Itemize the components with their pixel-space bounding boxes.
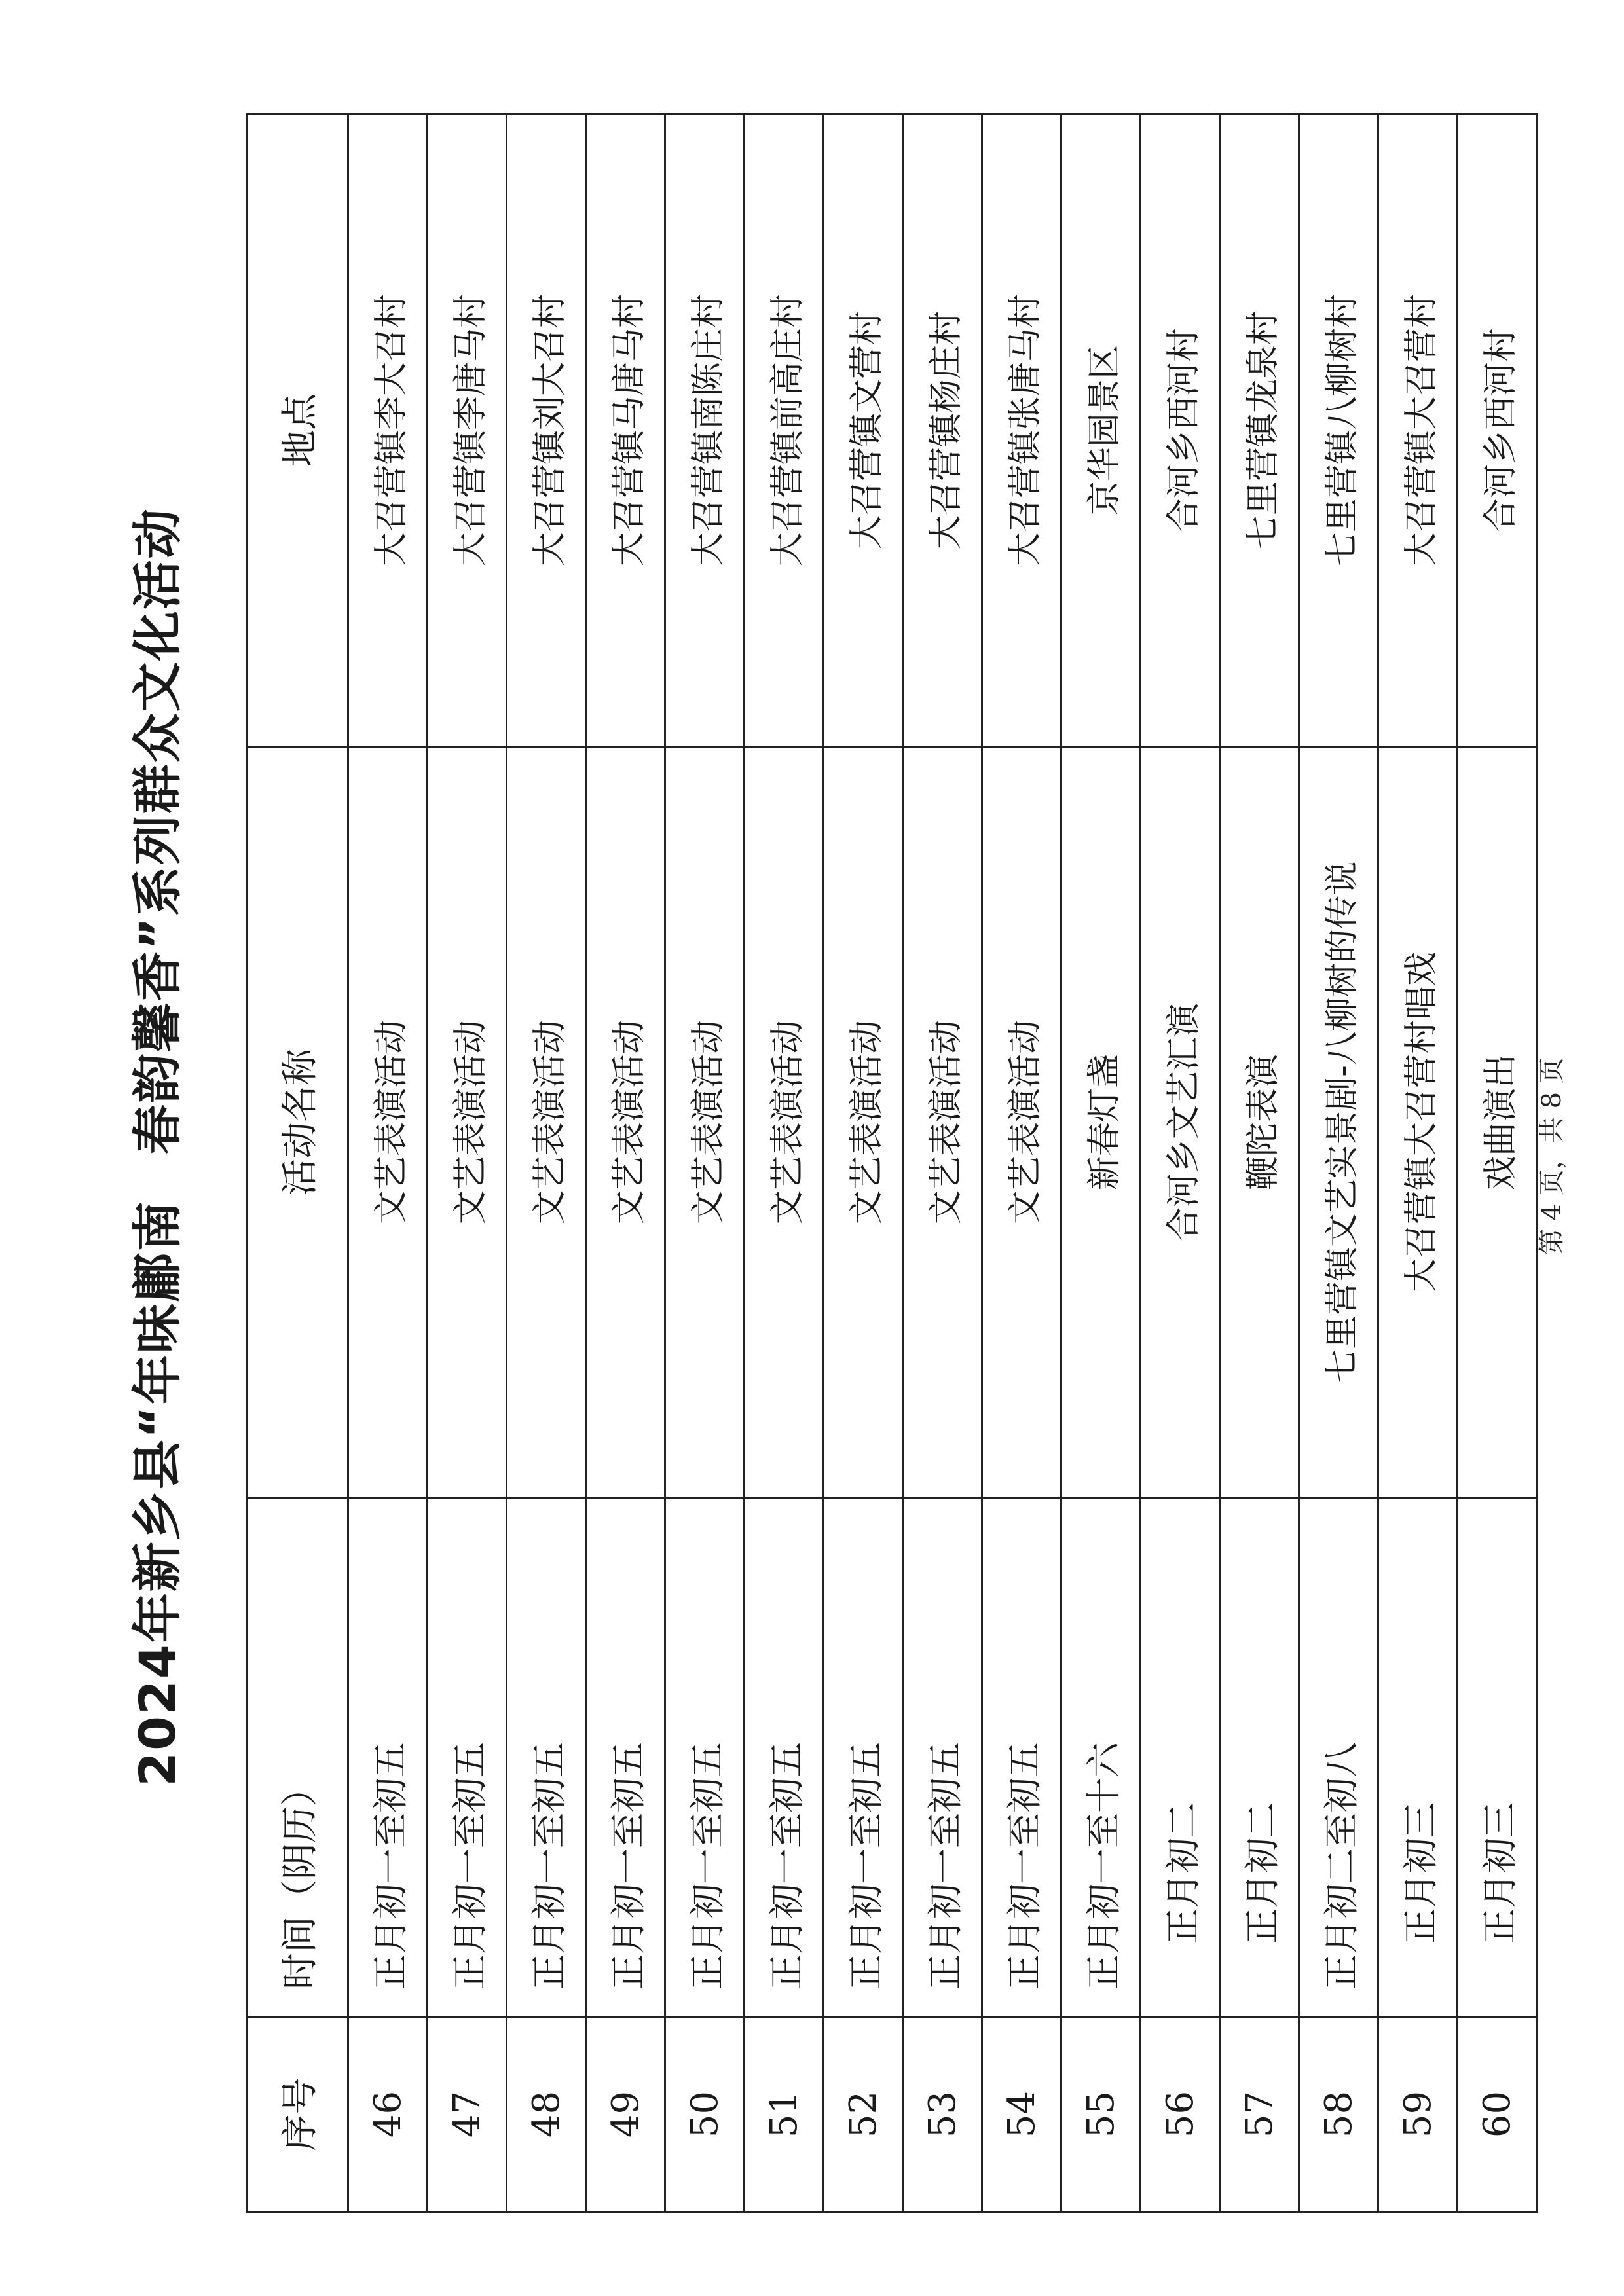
activity-schedule-table [246,113,1538,2213]
cell-name: 文艺表演活动 [824,747,903,1498]
cell-location: 大召营镇刘大召村 [507,114,586,747]
cell-location: 合河乡西河村 [1141,114,1220,747]
cell-time: 正月初三 [1378,1498,1458,2017]
header-time: 时间（阴历） [247,1498,348,2017]
table-row [586,114,665,2212]
cell-time: 正月初一至初五 [745,1498,824,2017]
cell-location: 大召营镇大召营村 [1378,114,1458,747]
cell-time: 正月初一至初五 [507,1498,586,2017]
table-row [348,114,428,2212]
table-row [1458,114,1537,2212]
cell-no: 59 [1378,2017,1458,2212]
cell-name: 文艺表演活动 [428,747,507,1498]
cell-no: 55 [1061,2017,1141,2212]
cell-no: 49 [586,2017,665,2212]
cell-location: 大召营镇李唐马村 [428,114,507,747]
cell-location: 大召营镇文营村 [824,114,903,747]
table-row [1220,114,1299,2212]
header-name: 活动名称 [247,747,348,1498]
cell-no: 52 [824,2017,903,2212]
cell-no: 54 [982,2017,1061,2212]
cell-no: 53 [903,2017,982,2212]
cell-name: 文艺表演活动 [903,747,982,1498]
table-row [1299,114,1378,2212]
cell-time: 正月初一至初五 [586,1498,665,2017]
table-row [1141,114,1220,2212]
table-row [903,114,982,2212]
table-row [824,114,903,2212]
cell-location: 大召营镇杨庄村 [903,114,982,747]
cell-time: 正月初一至初五 [982,1498,1061,2017]
table-row [507,114,586,2212]
cell-name: 七里营镇文艺实景剧-八柳树的传说 [1299,747,1378,1498]
cell-name: 大召营镇大召营村唱戏 [1378,747,1458,1498]
page-footer: 第 4 页，共 8 页 [1537,1057,1567,1255]
header-no: 序号 [247,2017,348,2212]
document-title [118,122,189,2172]
cell-no: 46 [348,2017,428,2212]
cell-no: 56 [1141,2017,1220,2212]
table-header-row [247,114,348,2212]
cell-location: 大召营镇李大召村 [348,114,428,747]
cell-time: 正月初二 [1220,1498,1299,2017]
table-row [428,114,507,2212]
cell-no: 48 [507,2017,586,2212]
cell-location: 大召营镇张唐马村 [982,114,1061,747]
title-main: 2024年新乡县“年味鄘南 [128,1200,187,1787]
cell-time: 正月初一至初五 [665,1498,745,2017]
cell-no: 57 [1220,2017,1299,2212]
table-row [1061,114,1141,2212]
cell-location: 合河乡西河村 [1458,114,1537,747]
cell-time: 正月初二 [1141,1498,1220,2017]
cell-time: 正月初三 [1458,1498,1537,2017]
header-location: 地点 [247,114,348,747]
cell-name: 文艺表演活动 [586,747,665,1498]
cell-location: 七里营镇八柳树村 [1299,114,1378,747]
title-sub: 春韵馨香”系列群众文化活动 [128,507,187,1155]
cell-name: 文艺表演活动 [507,747,586,1498]
cell-name: 文艺表演活动 [665,747,745,1498]
table-row [982,114,1061,2212]
cell-location: 大召营镇马唐马村 [586,114,665,747]
table-row [1378,114,1458,2212]
cell-name: 新春灯盏 [1061,747,1141,1498]
cell-name: 文艺表演活动 [982,747,1061,1498]
cell-location: 七里营镇龙泉村 [1220,114,1299,747]
cell-time: 正月初一至初五 [348,1498,428,2017]
cell-name: 合河乡文艺汇演 [1141,747,1220,1498]
cell-time: 正月初一至初五 [428,1498,507,2017]
cell-time: 正月初一至初五 [903,1498,982,2017]
cell-name: 文艺表演活动 [745,747,824,1498]
cell-no: 58 [1299,2017,1378,2212]
cell-no: 51 [745,2017,824,2212]
cell-location: 京华园景区 [1061,114,1141,747]
table-row [745,114,824,2212]
cell-location: 大召营镇南陈庄村 [665,114,745,747]
cell-time: 正月初一至初五 [824,1498,903,2017]
cell-name: 文艺表演活动 [348,747,428,1498]
cell-time: 正月初二至初八 [1299,1498,1378,2017]
cell-name: 戏曲演出 [1458,747,1537,1498]
cell-time: 正月初一至十六 [1061,1498,1141,2017]
table-row [665,114,745,2212]
cell-name: 鞭陀表演 [1220,747,1299,1498]
cell-no: 47 [428,2017,507,2212]
cell-no: 60 [1458,2017,1537,2212]
cell-location: 大召营镇前高庄村 [745,114,824,747]
cell-no: 50 [665,2017,745,2212]
